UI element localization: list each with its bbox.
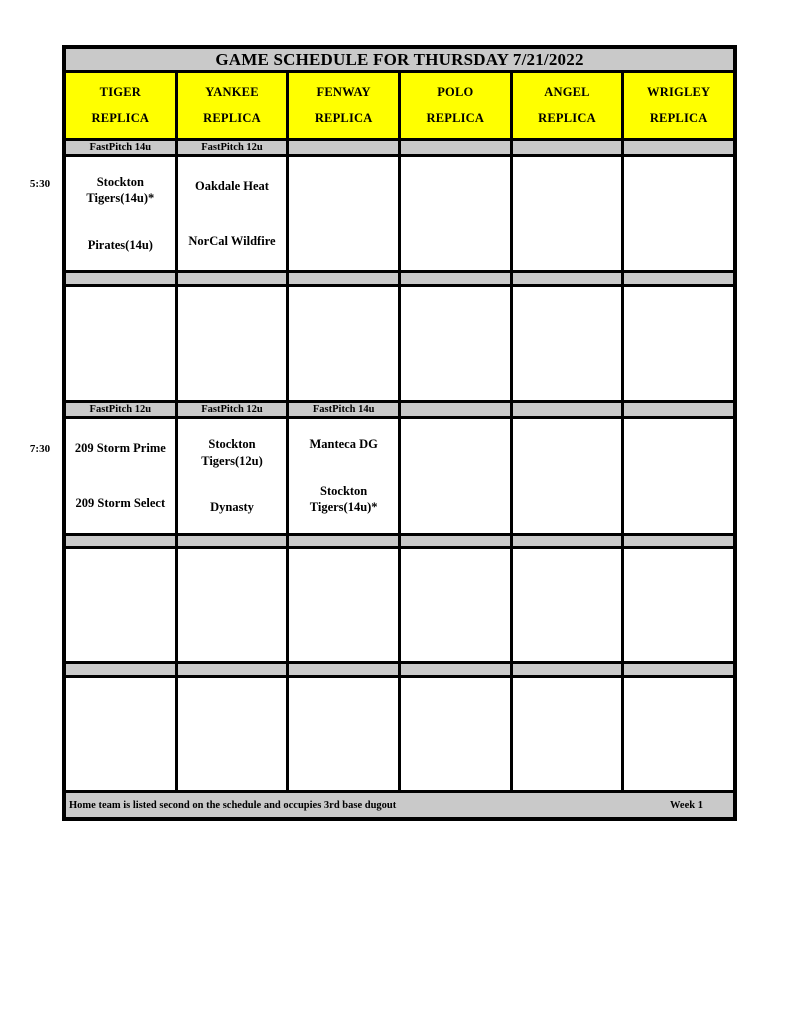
venue-header-angel <box>513 73 622 138</box>
week-label: Week 1 <box>670 799 703 811</box>
game-cell-empty <box>624 157 733 270</box>
venue-subname: REPLICA <box>426 111 485 126</box>
division-label: FastPitch 12u <box>178 403 287 416</box>
venue-subname: REPLICA <box>203 111 261 126</box>
division-label <box>401 141 510 154</box>
separator-cell <box>178 536 287 546</box>
away-team: Oakdale Heat <box>195 179 269 194</box>
venue-name: POLO <box>437 84 474 99</box>
schedule-title: GAME SCHEDULE FOR THURSDAY 7/21/2022 <box>66 49 733 70</box>
division-label <box>513 403 622 416</box>
empty-cell <box>513 549 622 661</box>
division-label <box>401 403 510 416</box>
division-label: FastPitch 14u <box>289 403 398 416</box>
venue-header-fenway <box>289 73 398 138</box>
separator-cell <box>289 536 398 546</box>
separator-cell <box>513 273 622 284</box>
game-cell <box>66 419 175 533</box>
division-label <box>624 141 733 154</box>
empty-cell <box>178 678 287 790</box>
schedule-table <box>62 45 737 821</box>
venue-header-polo <box>401 73 510 138</box>
home-team: Dynasty <box>210 500 254 515</box>
empty-cell <box>513 287 622 400</box>
venue-name: FENWAY <box>316 84 371 99</box>
empty-cell <box>624 549 733 661</box>
game-cell <box>289 419 398 533</box>
away-team: Stockton Tigers(14u)* <box>86 175 155 206</box>
game-cell-empty <box>401 419 510 533</box>
venue-name: ANGEL <box>544 84 590 99</box>
empty-cell <box>178 287 287 400</box>
game-cell <box>178 157 287 270</box>
footer-row <box>66 793 733 817</box>
separator-cell <box>66 664 175 675</box>
empty-cell <box>289 287 398 400</box>
empty-cell <box>289 678 398 790</box>
empty-cell <box>289 549 398 661</box>
separator-cell <box>66 273 175 284</box>
home-team: Pirates(14u) <box>87 237 153 252</box>
separator-cell <box>401 273 510 284</box>
empty-cell <box>401 678 510 790</box>
separator-cell <box>513 664 622 675</box>
venue-header-yankee <box>178 73 287 138</box>
venue-subname: REPLICA <box>649 111 708 126</box>
separator-cell <box>178 664 287 675</box>
venue-header-tiger <box>66 73 175 138</box>
separator-cell <box>624 664 733 675</box>
separator-cell <box>401 536 510 546</box>
away-team: Manteca DG <box>309 437 378 452</box>
empty-cell <box>401 549 510 661</box>
venue-name: YANKEE <box>205 84 259 99</box>
time-label-530: 5:30 <box>29 178 51 190</box>
game-cell <box>66 157 175 270</box>
empty-cell <box>624 678 733 790</box>
venue-subname: REPLICA <box>314 111 373 126</box>
separator-cell <box>513 536 622 546</box>
game-cell-empty <box>401 157 510 270</box>
footer-note: Home team is listed second on the schedule and occupies 3rd base dugout <box>69 799 397 811</box>
game-cell-empty <box>289 157 398 270</box>
venue-name: TIGER <box>99 84 141 99</box>
division-label <box>289 141 398 154</box>
empty-cell <box>401 287 510 400</box>
empty-cell <box>178 549 287 661</box>
empty-cell <box>66 287 175 400</box>
division-label: FastPitch 12u <box>66 403 175 416</box>
venue-name: WRIGLEY <box>647 84 711 99</box>
time-label-730: 7:30 <box>29 443 51 455</box>
empty-cell <box>66 678 175 790</box>
venue-header-wrigley <box>624 73 733 138</box>
game-cell-empty <box>513 419 622 533</box>
empty-cell <box>513 678 622 790</box>
separator-cell <box>401 664 510 675</box>
separator-cell <box>66 536 175 546</box>
venue-subname: REPLICA <box>91 111 150 126</box>
home-team: NorCal Wildfire <box>188 233 276 248</box>
separator-cell <box>289 664 398 675</box>
separator-cell <box>624 273 733 284</box>
division-label: FastPitch 14u <box>66 141 175 154</box>
separator-cell <box>289 273 398 284</box>
home-team: 209 Storm Select <box>75 496 166 511</box>
division-label <box>624 403 733 416</box>
division-label: FastPitch 12u <box>178 141 287 154</box>
home-team: Stockton Tigers(14u)* <box>309 484 378 515</box>
empty-cell <box>66 549 175 661</box>
division-label <box>513 141 622 154</box>
separator-cell <box>178 273 287 284</box>
venue-subname: REPLICA <box>538 111 596 126</box>
game-cell-empty <box>513 157 622 270</box>
away-team: Stockton Tigers(12u) <box>201 437 263 468</box>
separator-cell <box>624 536 733 546</box>
game-cell <box>178 419 287 533</box>
game-cell-empty <box>624 419 733 533</box>
empty-cell <box>624 287 733 400</box>
away-team: 209 Storm Prime <box>74 441 166 456</box>
